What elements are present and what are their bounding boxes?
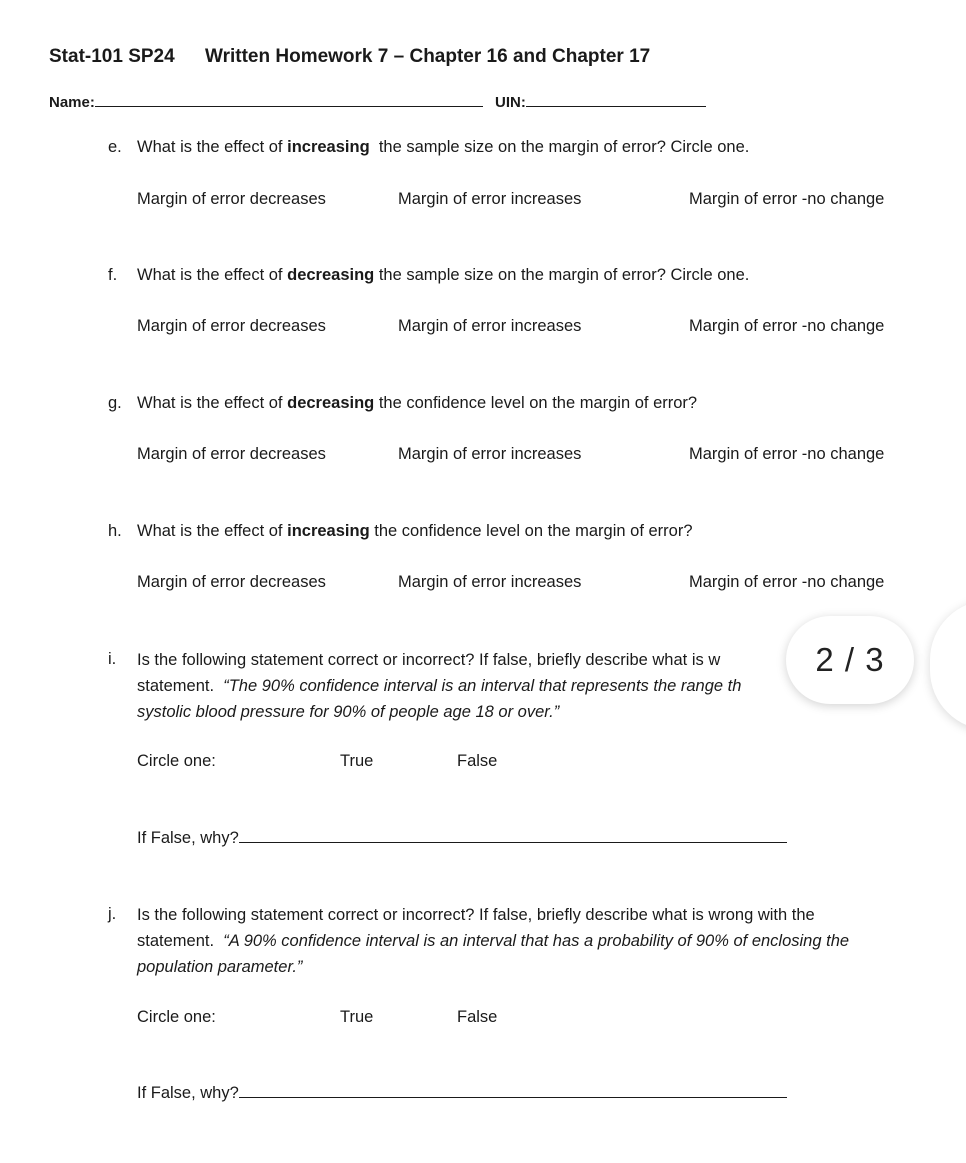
question-j-line2	[137, 928, 849, 954]
page-title: Written Homework 7 – Chapter 16 and Chapter 17	[205, 46, 651, 67]
question-f-option-increases[interactable]: Margin of error increases	[398, 317, 582, 335]
question-h-bold: increasing	[287, 522, 370, 540]
question-e-pre: What is the effect of	[137, 138, 288, 156]
question-e-option-no-change[interactable]: Margin of error -no change	[689, 190, 885, 208]
question-i-circle-label: Circle one:	[137, 752, 216, 770]
question-i-line2-quote: “The 90% confidence interval is an interval that represents the range th	[223, 677, 742, 695]
question-j-false-option[interactable]: False	[457, 1008, 498, 1026]
question-j-why-blank[interactable]	[239, 1084, 787, 1098]
question-e-text	[137, 138, 749, 157]
question-g-text	[137, 394, 697, 413]
question-g-letter: g.	[108, 394, 122, 412]
page-scroll-handle[interactable]	[930, 600, 966, 730]
question-j-line2-quote: “A 90% confidence interval is an interval that has a probability of 90% of enclosing the	[223, 932, 850, 950]
name-label: Name:	[49, 94, 95, 111]
question-f-bold: decreasing	[287, 266, 375, 284]
question-i-line1: Is the following statement correct or incorrect? If false, briefly describe what is w	[137, 651, 721, 669]
question-f-pre: What is the effect of	[137, 266, 288, 284]
question-j-line2-pre: statement.	[137, 932, 224, 950]
question-g-option-no-change[interactable]: Margin of error -no change	[689, 445, 885, 463]
question-h-post: the confidence level on the margin of error?	[369, 522, 693, 540]
question-f-post: the sample size on the margin of error? Circle one.	[374, 266, 750, 284]
question-i-false-option[interactable]: False	[457, 752, 498, 770]
question-g-option-increases[interactable]: Margin of error increases	[398, 445, 582, 463]
question-f-option-decreases[interactable]: Margin of error decreases	[137, 317, 326, 335]
question-h-option-no-change[interactable]: Margin of error -no change	[689, 573, 885, 591]
question-i-line2	[137, 673, 741, 699]
question-i-why-field[interactable]	[137, 829, 787, 848]
question-e-letter: e.	[108, 138, 122, 156]
question-j-line1: Is the following statement correct or incorrect? If false, briefly describe what is wrong with the	[137, 906, 815, 924]
question-j-why-label: If False, why?	[137, 1084, 239, 1102]
course-code: Stat-101 SP24	[49, 46, 175, 67]
question-h-option-increases[interactable]: Margin of error increases	[398, 573, 582, 591]
question-i-line3: systolic blood pressure for 90% of people age 18 or over.”	[137, 703, 560, 721]
question-f-text	[137, 266, 749, 285]
question-i-letter: i.	[108, 650, 117, 668]
question-j-circle-label: Circle one:	[137, 1008, 216, 1026]
question-e-post: the sample size on the margin of error? Circle one.	[369, 138, 750, 156]
uin-blank	[526, 94, 706, 107]
question-e-bold: increasing	[287, 138, 370, 156]
question-j-true-option[interactable]: True	[340, 1008, 374, 1026]
question-i-why-blank[interactable]	[239, 829, 787, 843]
question-g-option-decreases[interactable]: Margin of error decreases	[137, 445, 326, 463]
question-h-pre: What is the effect of	[137, 522, 288, 540]
question-j-letter: j.	[108, 905, 117, 923]
question-h-letter: h.	[108, 522, 122, 540]
uin-label: UIN:	[495, 94, 526, 111]
question-e-option-decreases[interactable]: Margin of error decreases	[137, 190, 326, 208]
question-h-option-decreases[interactable]: Margin of error decreases	[137, 573, 326, 591]
question-g-bold: decreasing	[287, 394, 375, 412]
question-i-true-option[interactable]: True	[340, 752, 374, 770]
question-i-line2-pre: statement.	[137, 677, 224, 695]
question-e-option-increases[interactable]: Margin of error increases	[398, 190, 582, 208]
question-g-pre: What is the effect of	[137, 394, 288, 412]
name-field	[49, 94, 483, 111]
question-f-letter: f.	[108, 266, 118, 284]
question-i-why-label: If False, why?	[137, 829, 239, 847]
question-g-post: the confidence level on the margin of error?	[374, 394, 698, 412]
uin-field	[495, 94, 706, 111]
question-h-text	[137, 522, 693, 541]
question-f-option-no-change[interactable]: Margin of error -no change	[689, 317, 885, 335]
question-j-line3: population parameter.”	[137, 958, 303, 976]
name-blank	[95, 94, 483, 107]
question-j-why-field[interactable]	[137, 1084, 787, 1103]
page-indicator: 2 / 3	[786, 616, 914, 704]
